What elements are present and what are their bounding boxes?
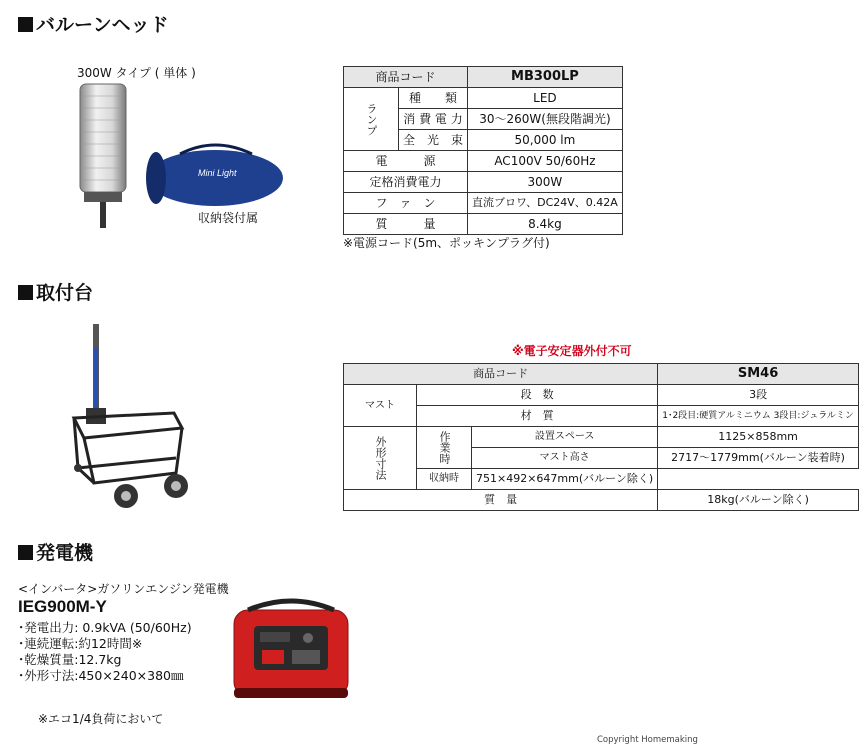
balloon-spec-table xyxy=(343,66,623,235)
spec-value: 30〜260W(無段階調光) xyxy=(468,109,623,130)
code-label: 商品コード xyxy=(344,67,468,88)
spec-value: 50,000 lm xyxy=(468,130,623,151)
spec-value: 18kg(バルーン除く) xyxy=(658,490,859,511)
spec-key: フ ァ ン xyxy=(344,193,468,214)
spec-key: 収納時 xyxy=(417,469,472,490)
generator-spec-item: ･外形寸法:450×240×380㎜ xyxy=(18,668,184,683)
mount-cart-image xyxy=(64,318,194,518)
balloon-lamp-image xyxy=(74,82,134,232)
square-bullet-icon xyxy=(18,285,33,300)
mount-spec-table xyxy=(343,363,859,511)
square-bullet-icon xyxy=(18,17,33,32)
generator-subtitle: <インバータ>ガソリンエンジン発電機 xyxy=(18,582,229,596)
spec-key: 段 数 xyxy=(417,385,658,406)
copyright: Copyright Homemaking xyxy=(597,735,698,745)
code-value: SM46 xyxy=(658,364,859,385)
spec-value: 3段 xyxy=(658,385,859,406)
spec-key: 設置スペース xyxy=(472,427,658,448)
spec-key: 全 光 束 xyxy=(399,130,468,151)
generator-spec-list xyxy=(18,620,192,684)
spec-value: LED xyxy=(468,88,623,109)
spec-key: 質 量 xyxy=(344,490,658,511)
eco-load-note: ※エコ1/4負荷において xyxy=(38,712,164,726)
generator-spec-item: ･発電出力: 0.9kVA (50/60Hz) xyxy=(18,620,192,635)
generator-spec-item: ･連続運転:約12時間※ xyxy=(18,636,143,651)
spec-value: 751×492×647mm(バルーン除く) xyxy=(472,469,658,490)
power-cord-note: ※電源コード(5m、ポッキンプラグ付) xyxy=(343,236,550,250)
balloon-type-caption: 300W タイプ ( 単体 ) xyxy=(77,66,196,80)
spec-value: 8.4kg xyxy=(468,214,623,235)
spec-value: 1･2段目:硬質アルミニウム 3段目:ジュラルミン xyxy=(658,406,859,427)
dimension-group-label: 外形寸法 xyxy=(344,427,417,490)
bag-caption: 収納袋付属 xyxy=(198,211,259,225)
mount-section-title xyxy=(18,278,93,305)
balloon-title-text: バルーンヘッド xyxy=(36,14,169,36)
spec-key: 消 費 電 力 xyxy=(399,109,468,130)
spec-value: 2717〜1779mm(バルーン装着時) xyxy=(658,448,859,469)
generator-section-title xyxy=(18,538,93,565)
spec-key: マスト高さ xyxy=(472,448,658,469)
spec-value: 1125×858mm xyxy=(658,427,859,448)
spec-value: 直流ブロワ、DC24V、0.42A xyxy=(468,193,623,214)
storage-bag-image xyxy=(140,140,290,210)
spec-key: 種 類 xyxy=(399,88,468,109)
spec-key: 材 質 xyxy=(417,406,658,427)
code-label: 商品コード xyxy=(344,364,658,385)
generator-model: IEG900M-Y xyxy=(18,597,107,616)
spec-key: 電 源 xyxy=(344,151,468,172)
generator-spec-item: ･乾燥質量:12.7kg xyxy=(18,652,122,667)
bag-logo-text: Mini Light xyxy=(198,168,237,178)
spec-value: AC100V 50/60Hz xyxy=(468,151,623,172)
working-group-label: 作業時 xyxy=(417,427,472,469)
generator-title-text: 発電機 xyxy=(36,542,94,564)
external-ballast-warning: ※電子安定器外付不可 xyxy=(512,344,632,358)
balloon-section-title xyxy=(18,10,169,37)
spec-key: 質 量 xyxy=(344,214,468,235)
generator-image xyxy=(228,592,354,704)
mount-title-text: 取付台 xyxy=(36,282,94,304)
mast-group-label: マスト xyxy=(344,385,417,427)
spec-value: 300W xyxy=(468,172,623,193)
code-value: MB300LP xyxy=(468,67,623,88)
spec-key: 定格消費電力 xyxy=(344,172,468,193)
lamp-group-label: ランプ xyxy=(344,88,399,151)
square-bullet-icon xyxy=(18,545,33,560)
